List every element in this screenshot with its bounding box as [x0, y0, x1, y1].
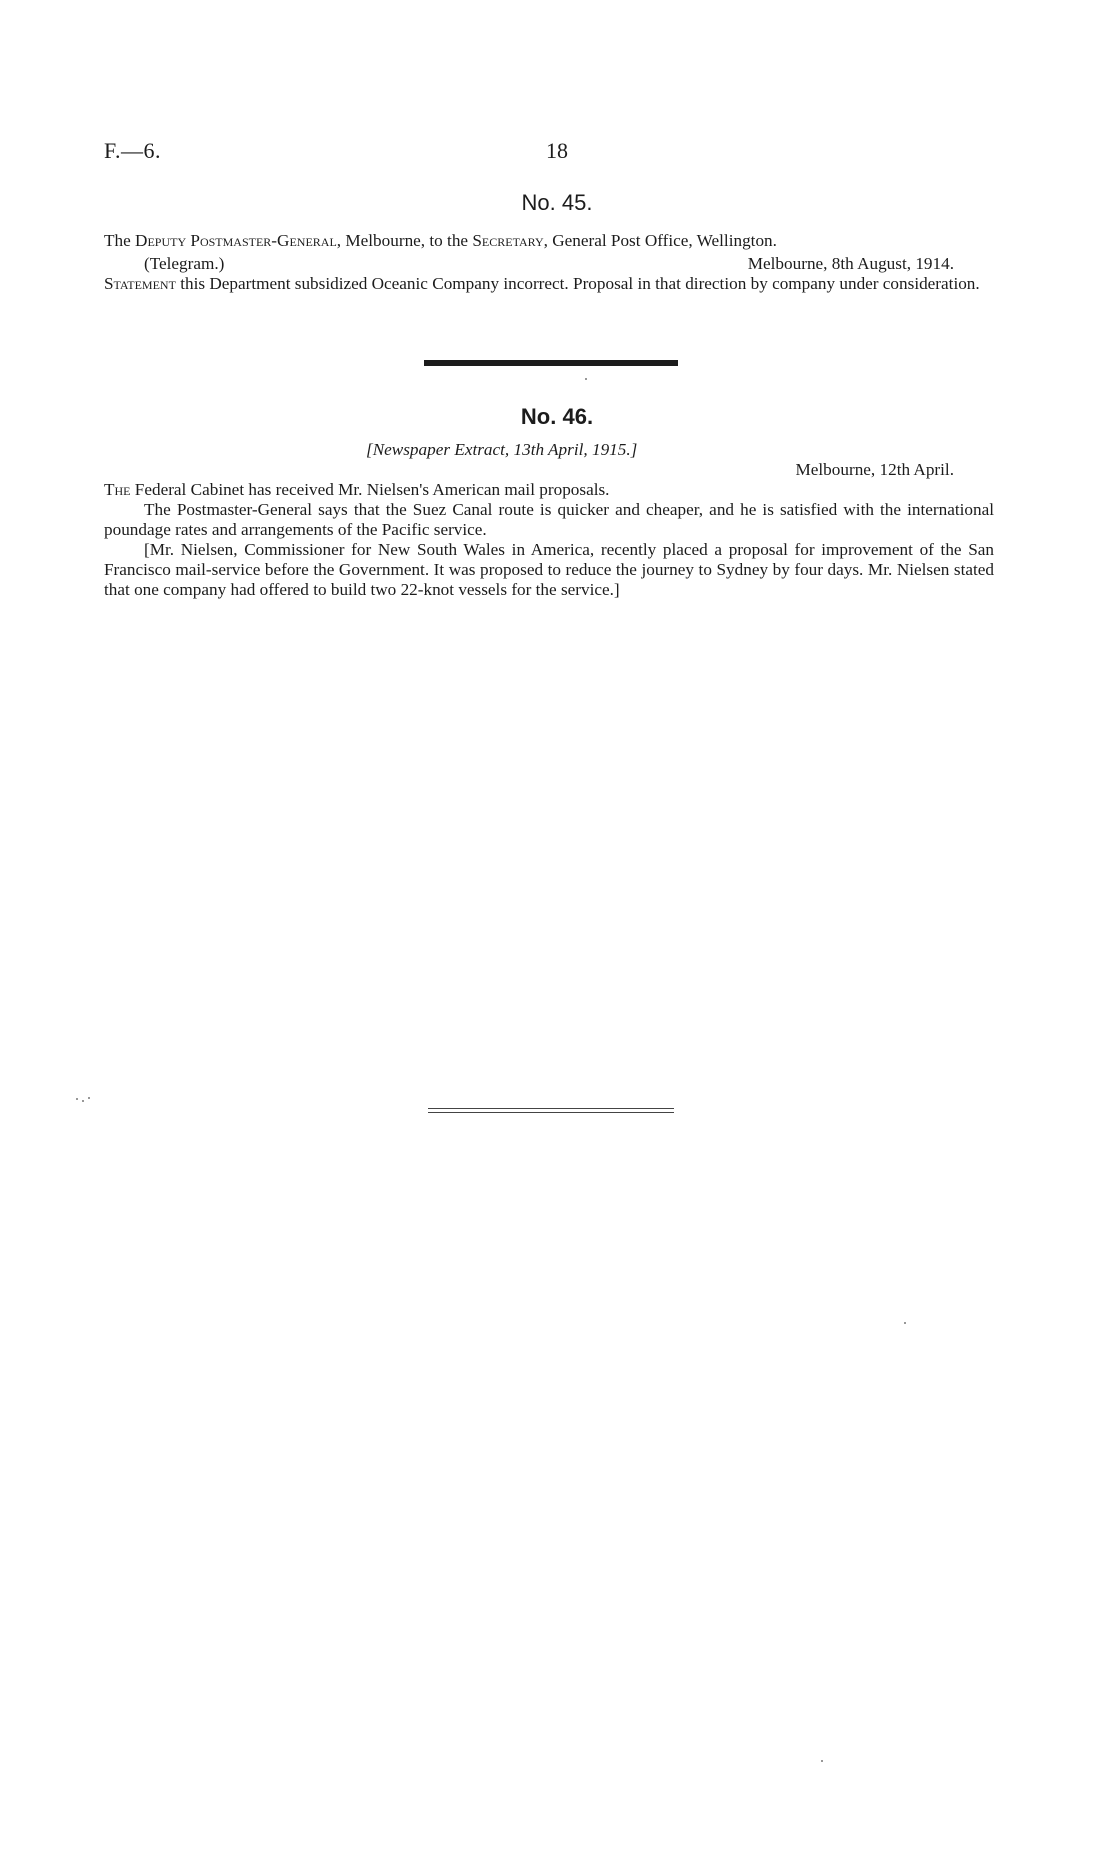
- addressee-post: , General Post Office, Wellington.: [543, 231, 777, 250]
- speck: [904, 1322, 906, 1324]
- article-place-date: Melbourne, 12th April.: [795, 460, 954, 479]
- speck: [585, 378, 587, 380]
- speck: [76, 1098, 78, 1100]
- speck: [821, 1760, 823, 1762]
- report-reference: F.—6.: [104, 138, 161, 163]
- speck: [82, 1100, 84, 1102]
- telegram-label: (Telegram.): [144, 254, 225, 273]
- end-rule-lower: [428, 1112, 674, 1113]
- addressee-mid: , Melbourne, to the: [336, 231, 473, 250]
- newspaper-source: [Newspaper Extract, 13th April, 1915.]: [366, 440, 638, 459]
- paragraph-1-text: Federal Cabinet has received Mr. Nielsen's American mail proposals.: [130, 480, 610, 499]
- end-rule-upper: [428, 1108, 674, 1109]
- telegram-place-date: Melbourne, 8th August, 1914.: [747, 254, 954, 273]
- addressee-pre: The: [104, 231, 136, 250]
- telegram-row: [104, 254, 994, 274]
- telegram-body-lead: Statement: [104, 274, 176, 293]
- article-paragraph-1: [104, 480, 994, 500]
- section-divider: [424, 360, 678, 366]
- section-no-45: [104, 231, 994, 294]
- page-number: 18: [546, 138, 568, 163]
- addressee-line: [104, 231, 994, 251]
- recipient-title: Secretary: [472, 231, 544, 250]
- article-paragraph-3: [Mr. Nielsen, Commissioner for New South Wales in America, recently placed a proposal for improvement of the San Francisco mail-service before the Government. It was proposed to reduce the journey to Sydney by four days. Mr. Nielsen stated that one company had offered to build two 22-knot vessels for the service.]: [104, 540, 994, 599]
- heading-no-46: No. 46.: [520, 404, 594, 429]
- heading-no-45: No. 45.: [521, 190, 593, 215]
- article-paragraph-2: The Postmaster-General says that the Suez Canal route is quicker and cheaper, and he is satisfied with the international poundage rates and arrangements of the Pacific service.: [104, 500, 994, 539]
- telegram-body: [104, 274, 994, 294]
- sender-title: Deputy Postmaster-General: [135, 231, 337, 250]
- paragraph-1-lead: The: [104, 480, 131, 499]
- section-no-46: [104, 440, 994, 600]
- telegram-body-text: this Department subsidized Oceanic Company incorrect. Proposal in that direction by company under consideration.: [175, 274, 980, 293]
- speck: [88, 1097, 90, 1099]
